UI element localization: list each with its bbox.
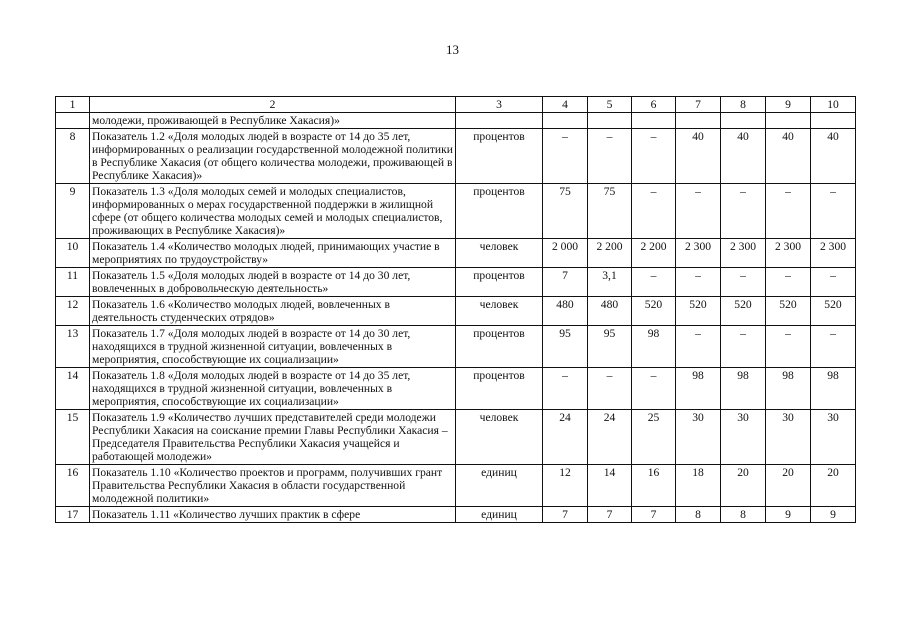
value-cell: – <box>588 368 632 410</box>
unit-cell: процентов <box>456 184 543 239</box>
table-body <box>56 97 856 523</box>
value-cell: 8 <box>676 507 721 523</box>
indicator-name-cell: Показатель 1.7 «Доля молодых людей в возрасте от 14 до 30 лет, находящихся в трудной жизненной ситуации, вовлеченных в мероприятия, способствующие их социализации» <box>90 326 456 368</box>
value-cell: 3,1 <box>588 268 632 297</box>
indicator-name-cell: Показатель 1.3 «Доля молодых семей и молодых специалистов, информированных о мерах государственной поддержки в жилищной сфере (от общего количества молодых семей и молодых специалистов, проживающих в Республике Хакасия)» <box>90 184 456 239</box>
unit-cell <box>456 113 543 129</box>
value-cell: 9 <box>811 507 856 523</box>
value-cell: 24 <box>543 410 588 465</box>
value-cell: 480 <box>588 297 632 326</box>
unit-cell: человек <box>456 297 543 326</box>
value-cell: 30 <box>811 410 856 465</box>
table-row <box>56 268 856 297</box>
value-cell: 40 <box>676 129 721 184</box>
value-cell: – <box>721 326 766 368</box>
value-cell: – <box>543 368 588 410</box>
table-row <box>56 297 856 326</box>
unit-cell: единиц <box>456 507 543 523</box>
value-cell: 18 <box>676 465 721 507</box>
value-cell: – <box>632 184 676 239</box>
value-cell: 98 <box>632 326 676 368</box>
value-cell: 95 <box>588 326 632 368</box>
value-cell: 7 <box>588 507 632 523</box>
value-cell: 40 <box>766 129 811 184</box>
value-cell: 7 <box>543 268 588 297</box>
row-number-cell <box>56 113 90 129</box>
indicators-table <box>55 96 856 523</box>
value-cell: – <box>543 129 588 184</box>
header-cell-5: 5 <box>588 97 632 113</box>
value-cell <box>811 113 856 129</box>
value-cell: 520 <box>721 297 766 326</box>
table-row <box>56 129 856 184</box>
value-cell: – <box>766 268 811 297</box>
value-cell: 30 <box>766 410 811 465</box>
unit-cell: единиц <box>456 465 543 507</box>
value-cell: 98 <box>721 368 766 410</box>
unit-cell: процентов <box>456 129 543 184</box>
value-cell: 2 200 <box>588 239 632 268</box>
value-cell: 98 <box>766 368 811 410</box>
value-cell: – <box>811 326 856 368</box>
value-cell: – <box>811 184 856 239</box>
value-cell <box>676 113 721 129</box>
header-cell-4: 4 <box>543 97 588 113</box>
row-number-cell: 16 <box>56 465 90 507</box>
value-cell: – <box>632 368 676 410</box>
value-cell: 520 <box>766 297 811 326</box>
table-row <box>56 410 856 465</box>
value-cell: 9 <box>766 507 811 523</box>
header-cell-7: 7 <box>676 97 721 113</box>
value-cell: 7 <box>632 507 676 523</box>
indicator-name-cell: Показатель 1.11 «Количество лучших практик в сфере <box>90 507 456 523</box>
value-cell <box>588 113 632 129</box>
table-row <box>56 507 856 523</box>
value-cell: – <box>766 184 811 239</box>
header-cell-1: 1 <box>56 97 90 113</box>
unit-cell: человек <box>456 239 543 268</box>
value-cell: 520 <box>676 297 721 326</box>
value-cell: – <box>811 268 856 297</box>
value-cell: 2 300 <box>676 239 721 268</box>
value-cell: 24 <box>588 410 632 465</box>
value-cell: – <box>632 129 676 184</box>
value-cell: 14 <box>588 465 632 507</box>
value-cell: 2 300 <box>811 239 856 268</box>
value-cell: 75 <box>543 184 588 239</box>
value-cell: – <box>676 268 721 297</box>
value-cell: 30 <box>721 410 766 465</box>
table-header-row <box>56 97 856 113</box>
value-cell: 98 <box>811 368 856 410</box>
value-cell <box>543 113 588 129</box>
value-cell: 20 <box>721 465 766 507</box>
value-cell: 20 <box>811 465 856 507</box>
row-number-cell: 10 <box>56 239 90 268</box>
indicator-name-cell: Показатель 1.9 «Количество лучших представителей среди молодежи Республики Хакасия на соискание премии Главы Республики Хакасия – Председателя Правительства Республики Хакасия учащейся и работающей молодежи» <box>90 410 456 465</box>
header-cell-10: 10 <box>811 97 856 113</box>
row-number-cell: 14 <box>56 368 90 410</box>
value-cell: 75 <box>588 184 632 239</box>
value-cell: 2 300 <box>721 239 766 268</box>
value-cell: 2 300 <box>766 239 811 268</box>
value-cell: 16 <box>632 465 676 507</box>
table-row <box>56 239 856 268</box>
value-cell: 25 <box>632 410 676 465</box>
table-row <box>56 368 856 410</box>
unit-cell: процентов <box>456 368 543 410</box>
row-number-cell: 17 <box>56 507 90 523</box>
row-number-cell: 8 <box>56 129 90 184</box>
value-cell: 480 <box>543 297 588 326</box>
header-cell-9: 9 <box>766 97 811 113</box>
value-cell: 8 <box>721 507 766 523</box>
indicator-name-cell: Показатель 1.2 «Доля молодых людей в возрасте от 14 до 35 лет, информированных о реализации государственной молодежной политики в Республике Хакасия (от общего количества молодежи, проживающей в Республике Хакасия)» <box>90 129 456 184</box>
unit-cell: процентов <box>456 326 543 368</box>
value-cell: 2 000 <box>543 239 588 268</box>
value-cell: 95 <box>543 326 588 368</box>
indicator-name-cell: Показатель 1.8 «Доля молодых людей в возрасте от 14 до 35 лет, находящихся в трудной жизненной ситуации, вовлеченных в мероприятия, способствующие их социализации» <box>90 368 456 410</box>
value-cell <box>766 113 811 129</box>
header-cell-8: 8 <box>721 97 766 113</box>
value-cell: 40 <box>811 129 856 184</box>
unit-cell: процентов <box>456 268 543 297</box>
value-cell <box>721 113 766 129</box>
value-cell: 20 <box>766 465 811 507</box>
header-cell-3: 3 <box>456 97 543 113</box>
value-cell: – <box>632 268 676 297</box>
indicator-name-cell: Показатель 1.5 «Доля молодых людей в возрасте от 14 до 30 лет, вовлеченных в добровольческую деятельность» <box>90 268 456 297</box>
value-cell: 520 <box>811 297 856 326</box>
value-cell: 98 <box>676 368 721 410</box>
row-number-cell: 11 <box>56 268 90 297</box>
header-cell-6: 6 <box>632 97 676 113</box>
indicator-name-cell: молодежи, проживающей в Республике Хакасия)» <box>90 113 456 129</box>
header-cell-2: 2 <box>90 97 456 113</box>
indicator-name-cell: Показатель 1.6 «Количество молодых людей, вовлеченных в деятельность студенческих отрядов» <box>90 297 456 326</box>
indicator-name-cell: Показатель 1.10 «Количество проектов и программ, получивших грант Правительства Республики Хакасия в области государственной молодежной политики» <box>90 465 456 507</box>
table-row <box>56 465 856 507</box>
table-row <box>56 113 856 129</box>
value-cell: 2 200 <box>632 239 676 268</box>
value-cell: – <box>676 184 721 239</box>
value-cell: 12 <box>543 465 588 507</box>
value-cell: 30 <box>676 410 721 465</box>
table-row <box>56 326 856 368</box>
value-cell: – <box>588 129 632 184</box>
table-row <box>56 184 856 239</box>
row-number-cell: 13 <box>56 326 90 368</box>
row-number-cell: 15 <box>56 410 90 465</box>
value-cell: – <box>766 326 811 368</box>
page-number: 13 <box>446 42 459 57</box>
value-cell: – <box>676 326 721 368</box>
unit-cell: человек <box>456 410 543 465</box>
value-cell: – <box>721 184 766 239</box>
indicator-name-cell: Показатель 1.4 «Количество молодых людей, принимающих участие в мероприятиях по трудоустройству» <box>90 239 456 268</box>
value-cell: – <box>721 268 766 297</box>
row-number-cell: 9 <box>56 184 90 239</box>
value-cell: 40 <box>721 129 766 184</box>
value-cell: 520 <box>632 297 676 326</box>
value-cell <box>632 113 676 129</box>
row-number-cell: 12 <box>56 297 90 326</box>
value-cell: 7 <box>543 507 588 523</box>
